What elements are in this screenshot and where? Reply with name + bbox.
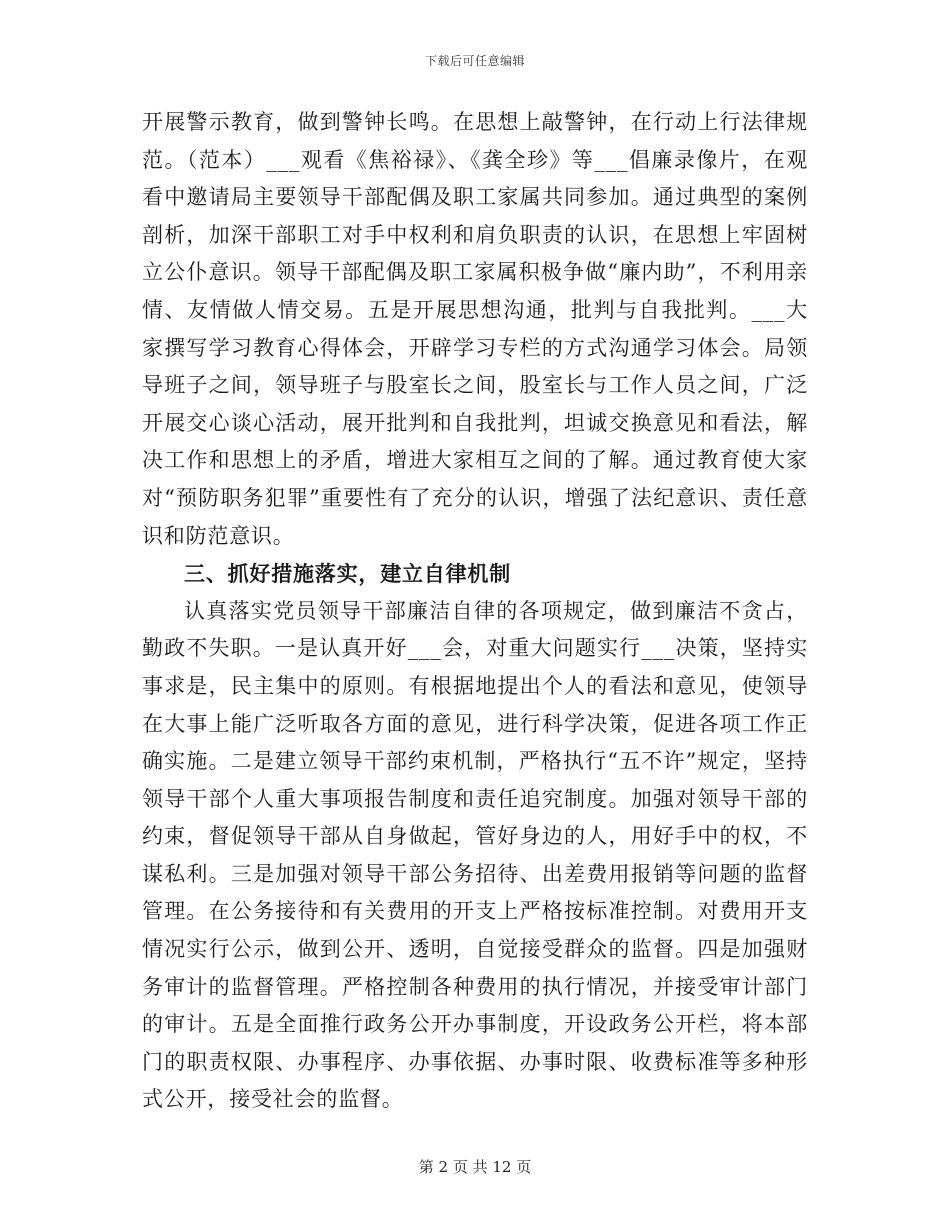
section-heading: 三、抓好措施落实，建立自律机制 (184, 561, 511, 587)
document-body (142, 104, 808, 1119)
page-header: 下载后可任意编辑 (424, 54, 525, 68)
paragraph-self-discipline: 认真落实党员领导干部廉洁自律的各项规定，做到廉洁不贪占，勤政不失职。一是认真开好___会，对重大问题实行___决策，坚持实事求是，民主集中的原则。有根据地提出个人的看法和意见，使领导在大事上能广泛听取各方面的意见，进行科学决策，促进各项工作正确实施。二是建立领导干部约束机制，严格执行“五不许”规定，坚持领导干部个人重大事项报告制度和责任追究制度。加强对领导干部的约束，督促领导干部从自身做起，管好身边的人，用好手中的权，不谋私利。三是加强对领导干部公务招待、出差费用报销等问题的监督管理。在公务接待和有关费用的开支上严格按标准控制。对费用开支情况实行公示，做到公开、透明，自觉接受群众的监督。四是加强财务审计的监督管理。严格控制各种费用的执行情况，并接受审计部门的审计。五是全面推行政务公开办事制度，开设政务公开栏，将本部门的职责权限、办事程序、办事依据、办事时限、收费标准等多种形式公开，接受社会的监督。 (142, 598, 808, 1112)
paragraph-warning-education: 开展警示教育，做到警钟长鸣。在思想上敲警钟，在行动上行法律规范。（范本）___观看《焦裕禄》、《龚全珍》等___倡廉录像片，在观看中邀请局主要领导干部配偶及职工家属共同参加。通过典型的案例剖析，加深干部职工对手中权利和肩负职责的认识，在思想上牢固树立公仆意识。领导干部配偶及职工家属积极争做“廉内助”，不利用亲情、友情做人情交易。五是开展思想沟通，批判与自我批判。___大家撰写学习教育心得体会，开辟学习专栏的方式沟通学习体会。局领导班子之间，领导班子与股室长之间，股室长与工作人员之间，广泛开展交心谈心活动，展开批判和自我批判，坦诚交换意见和看法，解决工作和思想上的矛盾，增进大家相互之间的了解。通过教育使大家对“预防职务犯罪”重要性有了充分的认识，增强了法纪意识、责任意识和防范意识。 (142, 110, 808, 548)
page-number-footer: 第 2 页 共 12 页 (418, 1158, 532, 1176)
